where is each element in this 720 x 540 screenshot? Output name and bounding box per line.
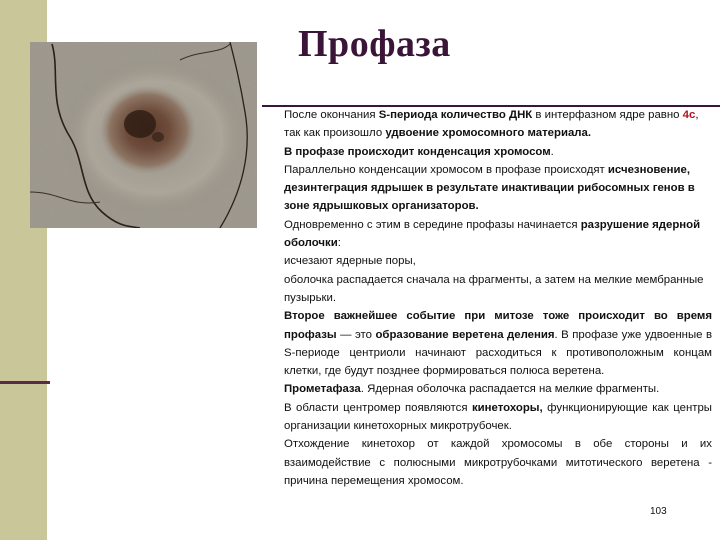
paragraph-envelope: Одновременно с этим в середине профазы начинается разрушение ядерной оболочки: [284, 218, 701, 250]
micrograph-image [30, 42, 257, 228]
paragraph-nucleoli: Параллельно конденсации хромосом в профазе происходят исчезновение, дезинтеграция ядрышек в результате инактивации рибосомных генов в зоне ядрышковых организаторов. [284, 163, 695, 213]
slide-title: Профаза [298, 23, 451, 65]
paragraph-condensation: В профазе происходит конденсация хромосом. [284, 145, 554, 158]
paragraph-fragments: оболочка распадается сначала на фрагменты, а затем на мелкие мембранные пузырьки. [284, 273, 704, 304]
paragraph-kinetochores: В области центромер появляются кинетохоры, функционирующие как центры организации кинетохорных микротрубочек. [284, 401, 712, 433]
paragraph-chromosome-movement: Отхождение кинетохор от каждой хромосомы в обе стороны и их взаимодействие с полюсными микротрубочками митотического веретена - причина перемещения хромосом. [284, 438, 712, 487]
page-number: 103 [650, 506, 667, 517]
body-text [284, 106, 712, 490]
paragraph-spindle: Второе важнейшее событие при митозе тоже происходит во время профазы — это образование веретена деления. В профазе уже удвоенные в S-периоде центриоли начинают расходиться к противоположным концам клетки, где будут позднее формироваться полюса веретена. [284, 310, 713, 378]
paragraph-pores: исчезают ядерные поры, [284, 255, 416, 268]
paragraph-s-period: После окончания S-периода количество ДНК в интерфазном ядре равно 4с, так как произошло удвоение хромосомного материала. [284, 109, 699, 140]
paragraph-prometaphase: Прометафаза. Ядерная оболочка распадается на мелкие фрагменты. [284, 383, 660, 396]
side-accent-line [0, 381, 50, 384]
